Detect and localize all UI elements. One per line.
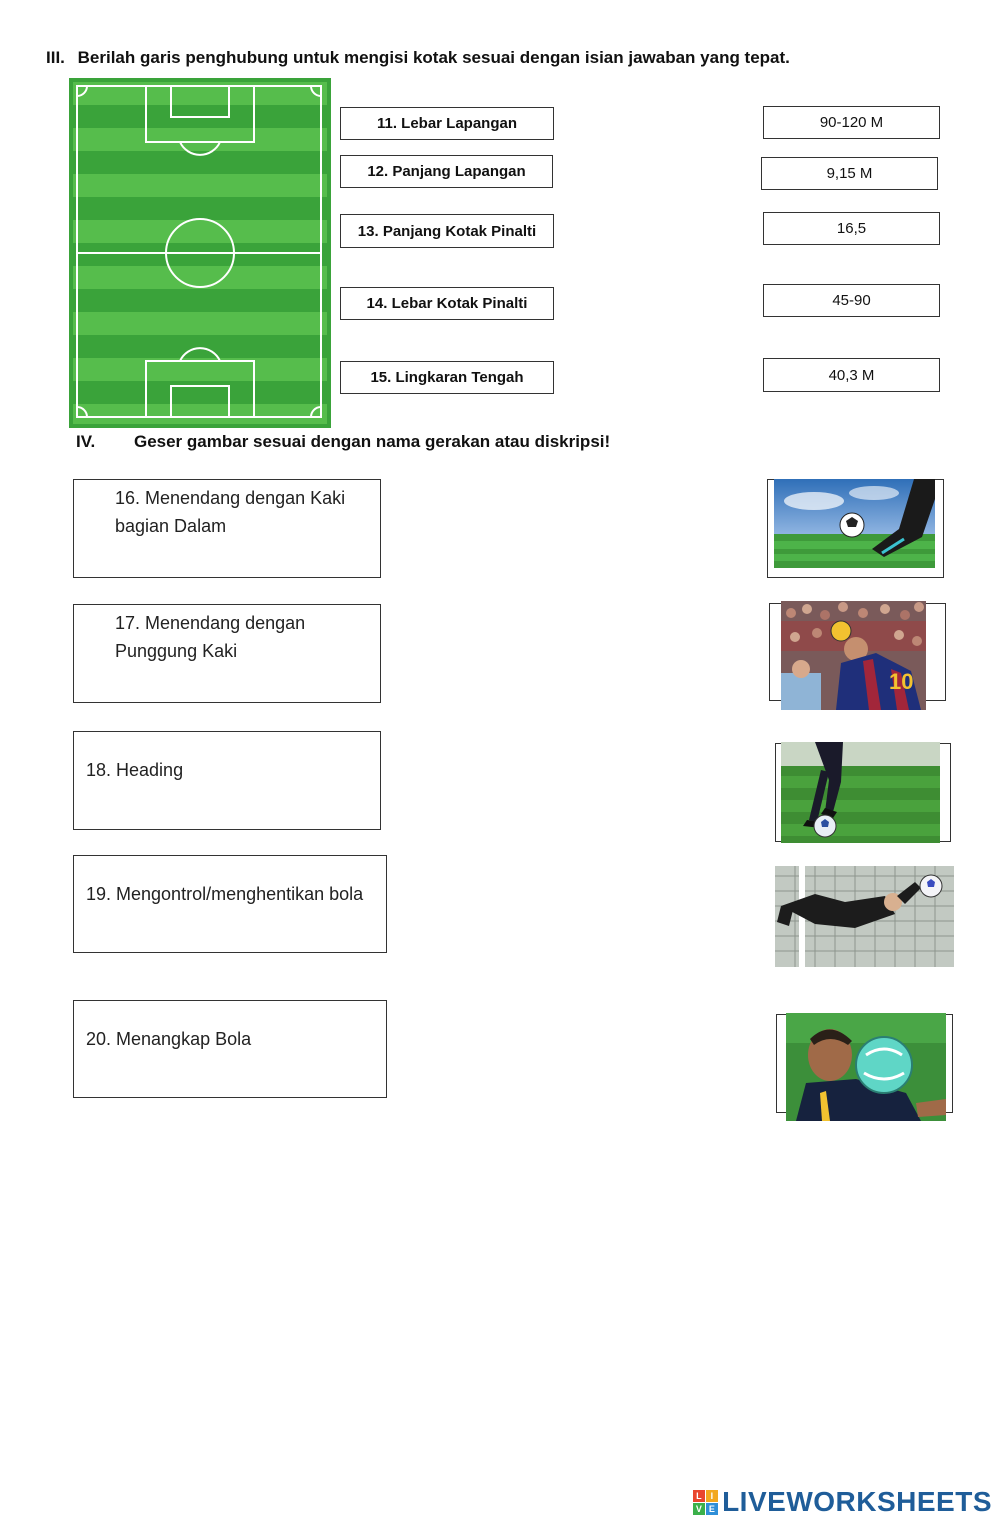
question-box-14[interactable] [340, 287, 554, 320]
answer-box-4[interactable] [763, 284, 940, 317]
question-label: 11. Lebar Lapangan [376, 115, 518, 132]
question-label: 13. Panjang Kotak Pinalti [357, 222, 537, 240]
answer-label: 90-120 M [819, 114, 884, 131]
logo-letter: L [693, 1490, 705, 1502]
description-box-18[interactable] [73, 731, 381, 830]
description-line: bagian Dalam [115, 516, 227, 536]
football-pitch-image [69, 78, 331, 428]
photo-kick-sky[interactable] [774, 479, 935, 568]
question-box-15[interactable] [340, 361, 554, 394]
description-line: 18. Heading [86, 760, 184, 780]
answer-label: 45-90 [832, 292, 871, 309]
answer-box-2[interactable] [761, 157, 938, 190]
answer-box-1[interactable] [763, 106, 940, 139]
question-label: 15. Lingkaran Tengah [370, 369, 524, 386]
liveworksheets-logo [693, 1486, 992, 1518]
section-3-heading [46, 48, 790, 68]
svg-text:10: 10 [889, 669, 914, 694]
description-box-20[interactable] [73, 1000, 387, 1098]
description-box-19[interactable] [73, 855, 387, 953]
photo-goalkeeper[interactable] [775, 866, 954, 967]
description-line: 19. Mengontrol/menghentikan bola [86, 884, 364, 904]
section-4-heading [76, 432, 610, 452]
description-line: 17. Menendang dengan [115, 613, 306, 633]
description-line: 20. Menangkap Bola [86, 1029, 252, 1049]
answer-label: 9,15 M [826, 165, 873, 182]
photo-ball-control[interactable] [786, 1013, 946, 1121]
question-box-13[interactable] [340, 214, 554, 248]
question-label: 14. Lebar Kotak Pinalti [366, 295, 528, 312]
logo-letter: I [706, 1490, 718, 1502]
section-3-number: III. [46, 48, 65, 67]
logo-letter: V [693, 1503, 705, 1515]
logo-letter: E [706, 1503, 718, 1515]
section-4-number: IV. [76, 432, 96, 451]
section-3-instruction: Berilah garis penghubung untuk mengisi kotak sesuai dengan isian jawaban yang tepat. [77, 48, 790, 67]
description-box-16[interactable] [73, 479, 381, 578]
answer-label: 16,5 [836, 220, 867, 237]
photo-heading-crowd[interactable] [781, 601, 926, 710]
photo-dribble[interactable] [781, 742, 940, 843]
question-box-12[interactable] [340, 155, 553, 188]
answer-label: 40,3 M [828, 366, 875, 384]
answer-box-5[interactable] [763, 358, 940, 392]
section-4-instruction: Geser gambar sesuai dengan nama gerakan atau diskripsi! [133, 432, 611, 451]
description-line: 16. Menendang dengan Kaki [115, 488, 346, 508]
description-line: Punggung Kaki [115, 641, 238, 661]
answer-box-3[interactable] [763, 212, 940, 245]
logo-mark-icon [693, 1490, 718, 1515]
description-box-17[interactable] [73, 604, 381, 703]
question-box-11[interactable] [340, 107, 554, 140]
question-label: 12. Panjang Lapangan [367, 163, 526, 180]
logo-text: LIVEWORKSHEETS [722, 1486, 992, 1517]
